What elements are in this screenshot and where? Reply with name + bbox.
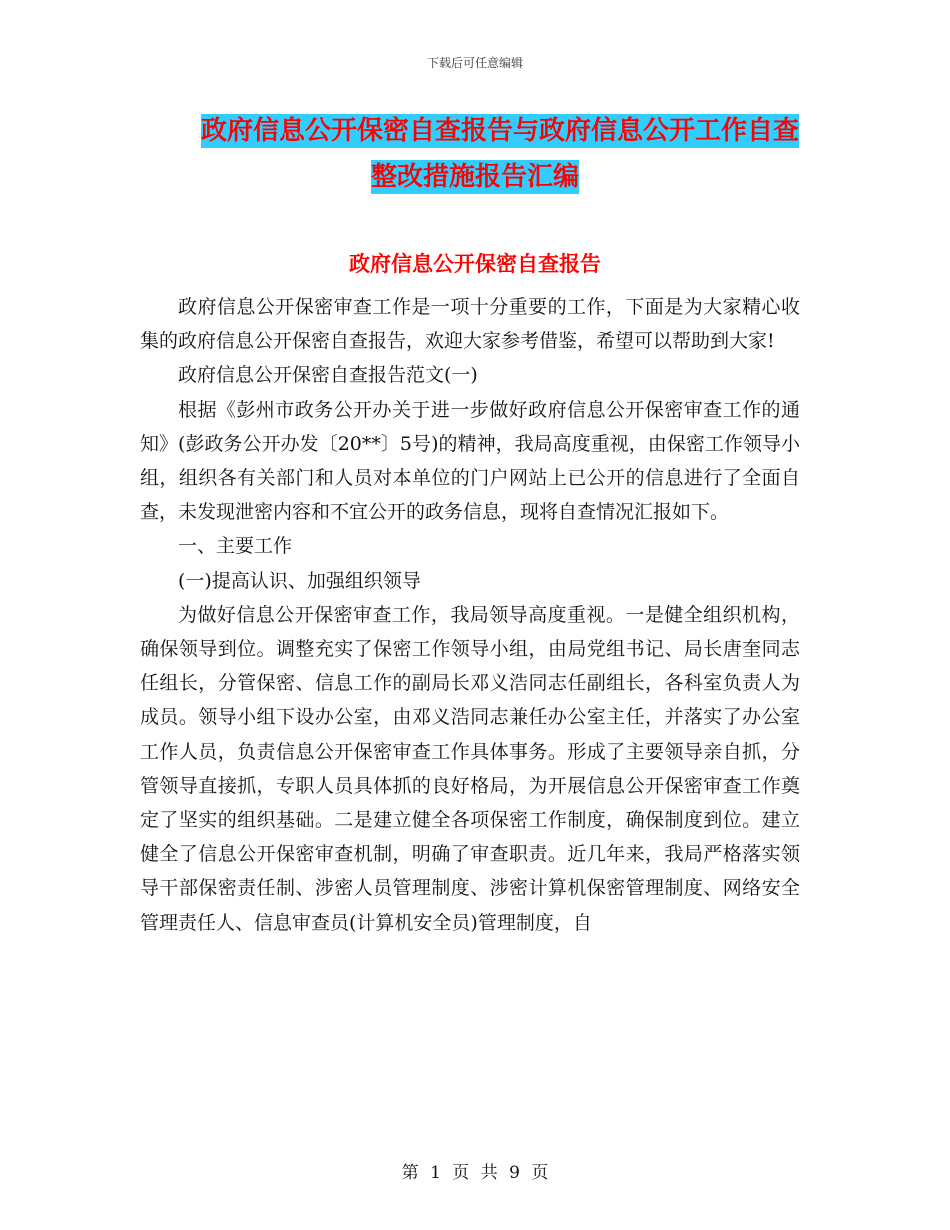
section-title: 政府信息公开保密自查报告 (349, 252, 601, 276)
document-title (0, 108, 950, 200)
document-body (140, 290, 800, 940)
body-paragraph: (一)提高认识、加强组织领导 (178, 569, 421, 592)
header-note: 下载后可任意编辑 (426, 56, 523, 70)
page-footer: 第 1 页 共 9 页 (401, 1163, 549, 1183)
body-paragraph: 为做好信息公开保密审查工作，我局领导高度重视。一是健全组织机构，确保领导到位。调整充实了保密工作领导小组，由局党组书记、局长唐奎同志任组长，分管保密、信息工作的副局长邓义浩同志任副组长，各科室负责人为成员。领导小组下设办公室，由邓义浩同志兼任办公室主任，并落实了办公室工作人员，负责信息公开保密审查工作具体事务。形成了主要领导亲自抓，分管领导直接抓，专职人员具体抓的良好格局，为开展信息公开保密审查工作奠定了坚实的组织基础。二是建立健全各项保密工作制度，确保制度到位。建立健全了信息公开保密审查机制，明确了审查职责。近几年来，我局严格落实领导干部保密责任制、涉密人员管理制度、涉密计算机保密管理制度、网络安全管理责任人、信息审查员(计算机安全员)管理制度，自 (140, 603, 800, 934)
document-title-line-1: 政府信息公开保密自查报告与政府信息公开工作自查 (200, 116, 799, 146)
body-paragraph: 根据《彭州市政务公开办关于进一步做好政府信息公开保密审查工作的通知》(彭政务公开办发〔20**〕5号)的精神，我局高度重视，由保密工作领导小组，组织各有关部门和人员对本单位的门户网站上已公开的信息进行了全面自查，未发现泄密内容和不宜公开的政务信息，现将自查情况汇报如下。 (140, 398, 800, 524)
body-paragraph: 一、主要工作 (178, 535, 293, 558)
document-title-line-2: 整改措施报告汇编 (370, 162, 579, 192)
body-paragraph: 政府信息公开保密自查报告范文(一) (178, 364, 478, 387)
body-paragraph: 政府信息公开保密审查工作是一项十分重要的工作，下面是为大家精心收集的政府信息公开保密自查报告，欢迎大家参考借鉴，希望可以帮助到大家! (140, 296, 800, 353)
